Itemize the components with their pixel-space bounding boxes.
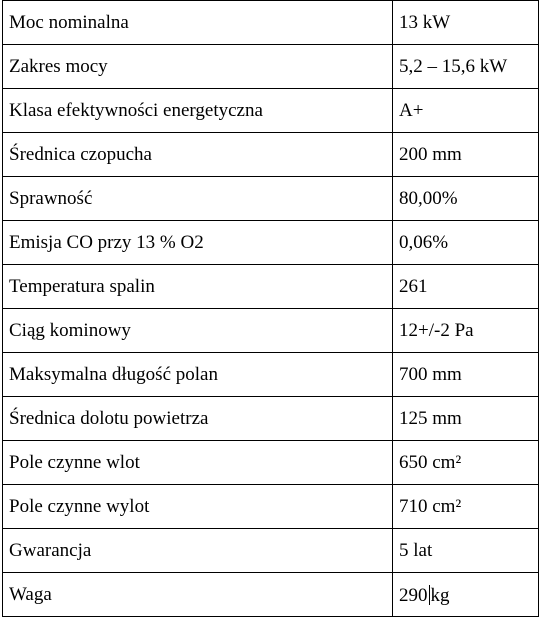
text-cursor [429, 585, 430, 605]
row-value[interactable]: 650 cm² [393, 441, 539, 485]
row-label: Pole czynne wylot [3, 485, 393, 529]
row-label: Klasa efektywności energetyczna [3, 89, 393, 133]
table-row [3, 529, 539, 573]
table-row [3, 265, 539, 309]
table-row [3, 485, 539, 529]
row-value[interactable]: A+ [393, 89, 539, 133]
row-label: Gwarancja [3, 529, 393, 573]
row-value[interactable]: 700 mm [393, 353, 539, 397]
row-value[interactable]: 261 [393, 265, 539, 309]
row-label: Moc nominalna [3, 1, 393, 45]
row-label: Sprawność [3, 177, 393, 221]
table-row [3, 133, 539, 177]
row-value[interactable]: 710 cm² [393, 485, 539, 529]
row-value[interactable]: 13 kW [393, 1, 539, 45]
table-row [3, 441, 539, 485]
row-value[interactable]: 5 lat [393, 529, 539, 573]
table-row [3, 89, 539, 133]
table-row [3, 397, 539, 441]
table-row [3, 309, 539, 353]
row-value[interactable]: 200 mm [393, 133, 539, 177]
row-label: Ciąg kominowy [3, 309, 393, 353]
row-label: Zakres mocy [3, 45, 393, 89]
row-label: Waga [3, 573, 393, 617]
row-label: Pole czynne wlot [3, 441, 393, 485]
row-label: Emisja CO przy 13 % O2 [3, 221, 393, 265]
table-row [3, 1, 539, 45]
table-row [3, 45, 539, 89]
row-value[interactable]: 12+/-2 Pa [393, 309, 539, 353]
value-text-after-cursor: kg [430, 584, 450, 606]
row-value[interactable]: 5,2 – 15,6 kW [393, 45, 539, 89]
row-value[interactable]: 125 mm [393, 397, 539, 441]
row-label: Maksymalna długość polan [3, 353, 393, 397]
table-row [3, 221, 539, 265]
row-label: Średnica dolotu powietrza [3, 397, 393, 441]
row-label: Średnica czopucha [3, 133, 393, 177]
table-row [3, 353, 539, 397]
row-value[interactable] [393, 573, 539, 617]
value-text-before-cursor: 290 [399, 584, 428, 606]
table-row [3, 177, 539, 221]
specification-table [2, 0, 539, 617]
row-value[interactable]: 80,00% [393, 177, 539, 221]
row-label: Temperatura spalin [3, 265, 393, 309]
table-row [3, 573, 539, 617]
row-value[interactable]: 0,06% [393, 221, 539, 265]
